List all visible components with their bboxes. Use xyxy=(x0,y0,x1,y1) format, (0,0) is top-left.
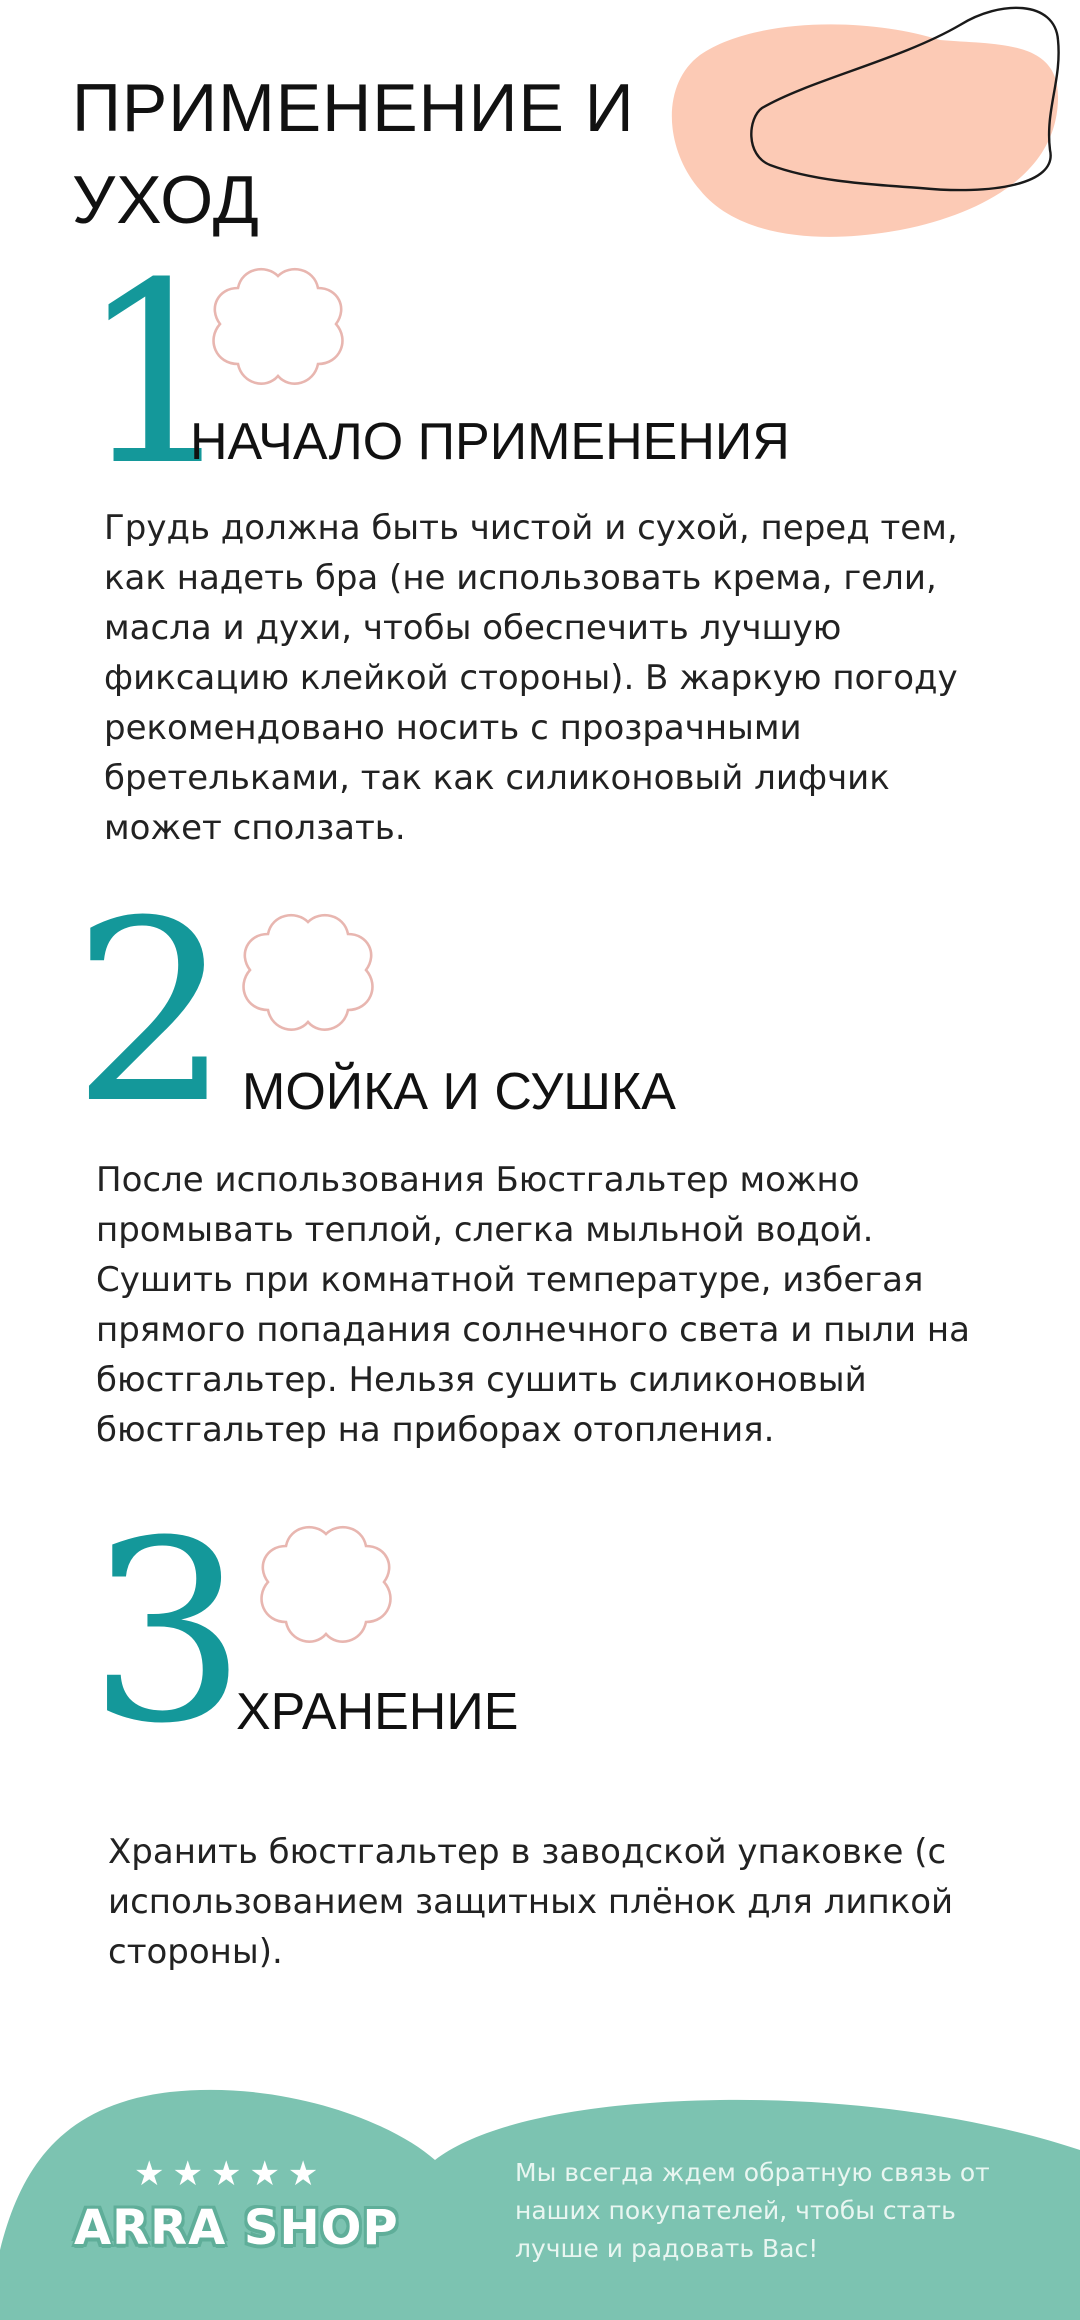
peach-blob-icon xyxy=(660,0,1080,250)
rating-stars: ★★★★★ xyxy=(134,2154,327,2194)
step-description: После использования Бюстгальтер можно промывать теплой, слегка мыльной водой. Сушить при комнатной температуре, избегая прямого попадания солнечного света и пыли на бюстгальтер. Нельзя сушить силиконовый бюстгальтер на приборах отопления. xyxy=(96,1160,970,1450)
flower-outline-icon xyxy=(238,908,378,1038)
flower-outline-icon xyxy=(208,262,348,392)
footer-message: Мы всегда ждем обратную связь от наших покупателей, чтобы стать лучше и радовать Вас! xyxy=(515,2158,990,2263)
step-title: ХРАНЕНИЕ xyxy=(236,1683,519,1741)
step-description: Грудь должна быть чистой и сухой, перед тем, как надеть бра (не использовать крема, гели, масла и духи, чтобы обеспечить лучшую фиксацию клейкой стороны). В жаркую погоду рекомендовано носить с прозрачными бретельками, так как силиконовый лифчик может сползать. xyxy=(104,508,958,848)
flower-outline-icon xyxy=(256,1520,396,1650)
step-title: НАЧАЛО ПРИМЕНЕНИЯ xyxy=(190,413,790,471)
step-description: Хранить бюстгальтер в заводской упаковке (с использованием защитных плёнок для липкой стороны). xyxy=(108,1832,954,1972)
step-number: 3 xyxy=(88,1487,248,1778)
step-title: МОЙКА И СУШКА xyxy=(242,1063,676,1121)
step-number: 1 xyxy=(78,229,238,520)
step-number: 2 xyxy=(72,867,232,1158)
page-title: ПРИМЕНЕНИЕ И УХОД xyxy=(72,70,635,238)
brand-logo: ARRA SHOP xyxy=(74,2200,399,2256)
